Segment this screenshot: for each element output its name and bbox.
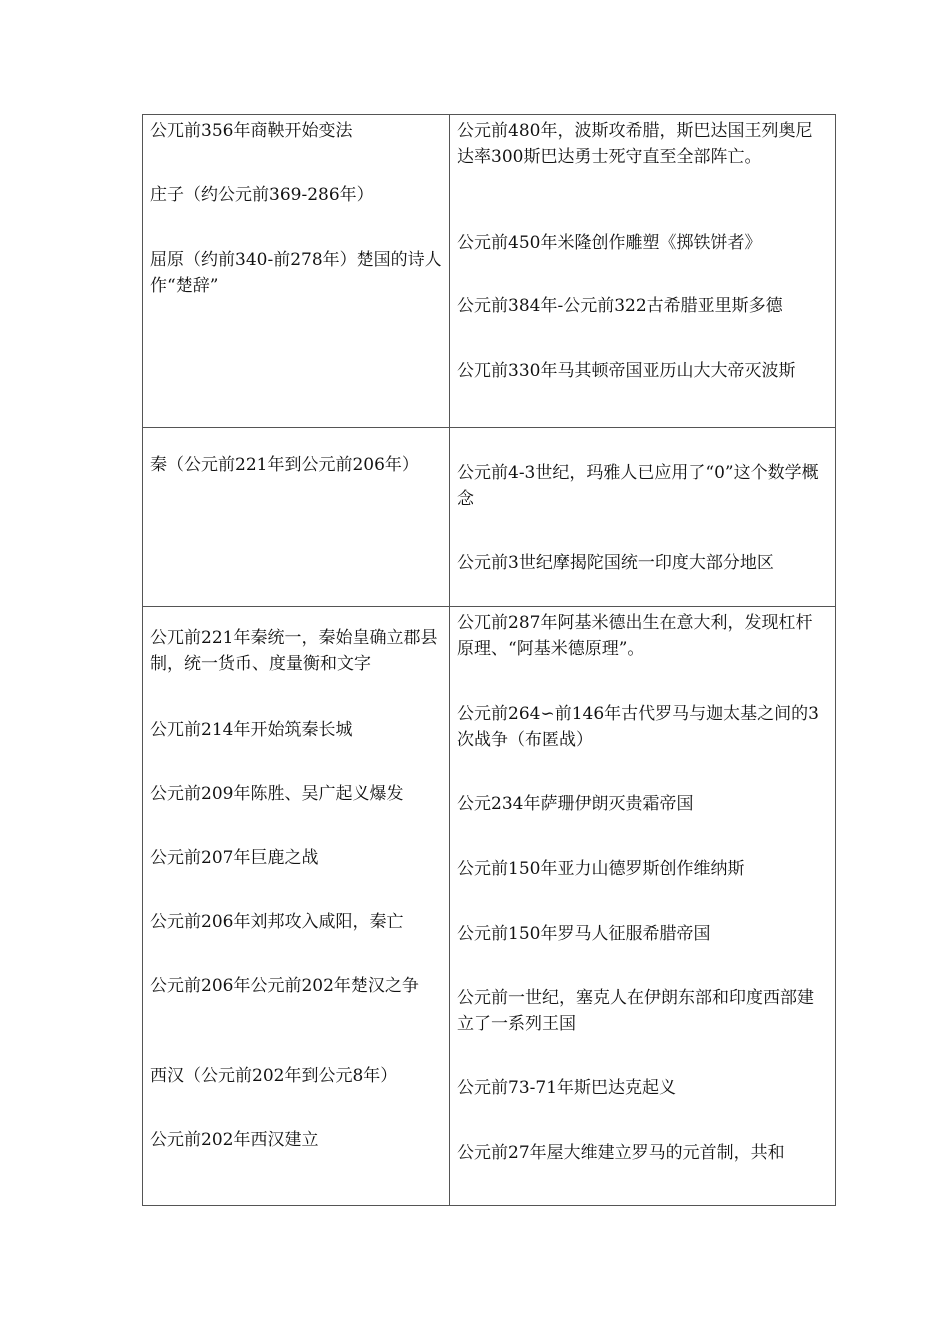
left-cell [143, 428, 450, 607]
event-text: 公元前264∽前146年古代罗马与迦太基之间的3次战争（布匿战） [457, 704, 819, 750]
event-text: 公兀前221年秦统一，秦始皇确立郡县制，统一货币、度量衡和文字 [150, 628, 438, 674]
event-text: 公元前202年西汉建立 [150, 1130, 319, 1150]
event-text: 屈原（约前340-前278年）楚国的诗人作“楚辞” [150, 250, 442, 296]
event-text: 西汉（公元前202年到公元8年） [150, 1066, 398, 1086]
event-text: 公元前27年屋大维建立罗马的元首制，共和 [457, 1143, 785, 1163]
table-row [143, 428, 836, 607]
event-text: 公元前一世纪，塞克人在伊朗东部和印度西部建立了一系列王国 [457, 988, 814, 1034]
event-text: 公兀前330年马其顿帝国亚历山大大帝灭波斯 [457, 361, 796, 381]
event-text: 公元前450年米隆创作雕塑《掷铁饼者》 [457, 233, 762, 253]
event-text: 公元前4-3世纪，玛雅人已应用了“0”这个数学概念 [457, 463, 819, 509]
event-text: 公元前207年巨鹿之战 [150, 848, 319, 868]
event-text: 公兀前214年开始筑秦长城 [150, 720, 353, 740]
table-row [143, 607, 836, 1206]
right-cell [450, 428, 836, 607]
left-cell [143, 115, 450, 428]
chronology-table [142, 114, 836, 1206]
event-text: 公元前206年公元前202年楚汉之争 [150, 976, 419, 996]
event-text: 庄子（约公元前369-286年） [150, 185, 374, 205]
event-text: 秦（公元前221年到公元前206年） [150, 455, 419, 475]
event-text: 公兀前356年商鞅开始变法 [150, 121, 353, 141]
left-cell [143, 607, 450, 1206]
right-cell [450, 115, 836, 428]
event-text: 公元前73-71年斯巴达克起义 [457, 1078, 677, 1098]
event-text: 公元前3世纪摩揭陀国统一印度大部分地区 [457, 553, 774, 573]
event-text: 公兀前287年阿基米德出生在意大利，发现杠杆原理、“阿基米德原理”。 [457, 613, 813, 659]
table-row [143, 115, 836, 428]
event-text: 公元前384年-公元前322古希腊亚里斯多德 [457, 296, 783, 316]
event-text: 公元234年萨珊伊朗灭贵霜帝国 [457, 794, 694, 814]
event-text: 公元前480年，波斯攻希腊，斯巴达国王列奥尼达率300斯巴达勇士死守直至全部阵亡。 [457, 121, 813, 167]
event-text: 公元前150年亚力山德罗斯创作维纳斯 [457, 859, 745, 879]
event-text: 公元前150年罗马人征服希腊帝国 [457, 924, 711, 944]
event-text: 公元前206年刘邦攻入咸阳，秦亡 [150, 912, 404, 932]
right-cell [450, 607, 836, 1206]
event-text: 公元前209年陈胜、吴广起义爆发 [150, 784, 404, 804]
